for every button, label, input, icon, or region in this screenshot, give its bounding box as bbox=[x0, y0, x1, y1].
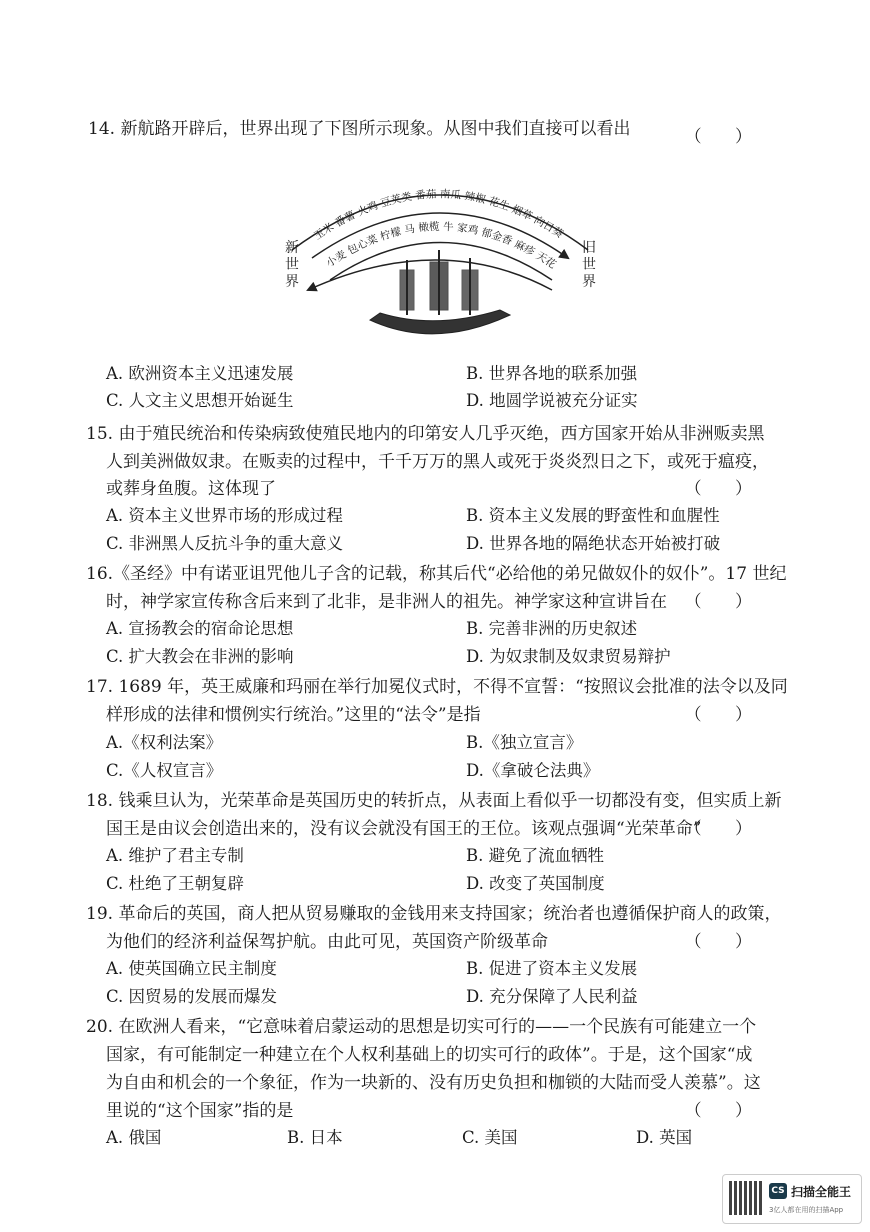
q18-option-c: C. 杜绝了王朝复辟 bbox=[106, 874, 245, 893]
q16-stem-line1: 16.《圣经》中有诺亚诅咒他儿子含的记载，称其后代“必给他的弟兄做奴仆的奴仆”。17 世纪 bbox=[86, 564, 787, 584]
q16-stem-line2: 时，神学家宣传称含后来到了北非，是非洲人的祖先。神学家这种宣讲旨在 bbox=[106, 592, 667, 612]
new-world-label: 新世界 bbox=[285, 240, 299, 290]
q14-option-b: B. 世界各地的联系加强 bbox=[466, 364, 638, 383]
ship-illustration bbox=[370, 250, 510, 334]
q17-stem-line1: 17. 1689 年，英王威廉和玛丽在举行加冕仪式时，不得不宣誓：“按照议会批准的法令以及同 bbox=[86, 677, 788, 697]
q16-answer-paren: （ ） bbox=[684, 592, 766, 612]
q20-answer-paren: （ ） bbox=[684, 1101, 766, 1121]
q15-stem-line3: 或葬身鱼腹。这体现了 bbox=[106, 479, 276, 499]
scanner-logo: CS bbox=[769, 1183, 787, 1199]
q17-option-a: A.《权利法案》 bbox=[106, 733, 223, 752]
q14-option-a: A. 欧洲资本主义迅速发展 bbox=[106, 364, 294, 383]
q17-option-c: C.《人权宣言》 bbox=[106, 761, 223, 780]
q20-stem-line3: 为自由和机会的一个象征，作为一块新的、没有历史负担和枷锁的大陆而受人羡慕”。这 bbox=[106, 1073, 761, 1093]
exchange-figure bbox=[270, 150, 610, 350]
q14-option-c: C. 人文主义思想开始诞生 bbox=[106, 391, 294, 410]
q14-answer-paren: （ ） bbox=[684, 127, 766, 147]
q15-option-b: B. 资本主义发展的野蛮性和血腥性 bbox=[466, 506, 720, 525]
q20-stem-line2: 国家，有可能制定一种建立在个人权利基础上的切实可行的政体”。于是，这个国家“成 bbox=[106, 1045, 753, 1065]
qr-code-icon bbox=[729, 1181, 763, 1215]
q18-option-a: A. 维护了君主专制 bbox=[106, 846, 244, 865]
old-world-label: 旧世界 bbox=[582, 240, 596, 290]
q19-stem-line2: 为他们的经济利益保驾护航。由此可见，英国资产阶级革命 bbox=[106, 932, 548, 952]
q16-option-a: A. 宣扬教会的宿命论思想 bbox=[106, 619, 294, 638]
q18-option-d: D. 改变了英国制度 bbox=[466, 874, 605, 893]
q15-stem-line2: 人到美洲做奴隶。在贩卖的过程中，千千万万的黑人或死于炎炎烈日之下，或死于瘟疫， bbox=[106, 452, 769, 472]
q19-option-b: B. 促进了资本主义发展 bbox=[466, 959, 638, 978]
top-arc-text: 玉米 番薯 火鸡 豆荚类 番茄 南瓜 辣椒 花生 烟草 向日葵 bbox=[311, 188, 566, 243]
q19-option-d: D. 充分保障了人民利益 bbox=[466, 987, 638, 1006]
q19-answer-paren: （ ） bbox=[684, 932, 766, 952]
q19-stem-line1: 19. 革命后的英国，商人把从贸易赚取的金钱用来支持国家；统治者也遵循保护商人的政策， bbox=[86, 904, 782, 924]
q18-stem-line2: 国王是由议会创造出来的，没有议会就没有国王的王位。该观点强调“光荣革命” bbox=[106, 819, 702, 839]
q17-answer-paren: （ ） bbox=[684, 705, 766, 725]
scanner-app-name: 扫描全能王 bbox=[791, 1185, 852, 1199]
q14-stem: 14. 新航路开辟后，世界出现了下图所示现象。从图中我们直接可以看出 bbox=[88, 119, 631, 139]
q18-answer-paren: （ ） bbox=[684, 819, 766, 839]
q19-option-c: C. 因贸易的发展而爆发 bbox=[106, 987, 278, 1006]
q16-option-d: D. 为奴隶制及奴隶贸易辩护 bbox=[466, 647, 671, 666]
q15-option-c: C. 非洲黑人反抗斗争的重大意义 bbox=[106, 534, 344, 553]
q15-option-a: A. 资本主义世界市场的形成过程 bbox=[106, 506, 343, 525]
q20-option-b: B. 日本 bbox=[287, 1128, 343, 1147]
q16-option-b: B. 完善非洲的历史叙述 bbox=[466, 619, 638, 638]
q14-option-d: D. 地圆学说被充分证实 bbox=[466, 391, 638, 410]
q17-stem-line2: 样形成的法律和惯例实行统治。”这里的“法令”是指 bbox=[106, 705, 481, 725]
q20-option-a: A. 俄国 bbox=[106, 1128, 162, 1147]
q20-option-c: C. 美国 bbox=[462, 1128, 518, 1147]
q17-option-d: D.《拿破仑法典》 bbox=[466, 761, 600, 780]
q17-option-b: B.《独立宣言》 bbox=[466, 733, 583, 752]
q20-stem-line4: 里说的“这个国家”指的是 bbox=[106, 1101, 294, 1121]
bottom-arc-text: 小麦 包心菜 柠檬 马 橄榄 牛 家鸡 郁金香 麻疹 天花 bbox=[324, 220, 559, 272]
q20-stem-line1: 20. 在欧洲人看来，“它意味着启蒙运动的思想是切实可行的——一个民族有可能建立一个 bbox=[86, 1017, 757, 1037]
q16-option-c: C. 扩大教会在非洲的影响 bbox=[106, 647, 294, 666]
q18-stem-line1: 18. 钱乘旦认为，光荣革命是英国历史的转折点，从表面上看似乎一切都没有变，但实质上新 bbox=[86, 791, 782, 811]
q19-option-a: A. 使英国确立民主制度 bbox=[106, 959, 277, 978]
q15-stem-line1: 15. 由于殖民统治和传染病致使殖民地内的印第安人几乎灭绝，西方国家开始从非洲贩卖黑 bbox=[86, 424, 765, 444]
scanner-tagline: 3亿人都在用的扫描App bbox=[769, 1206, 844, 1214]
q15-option-d: D. 世界各地的隔绝状态开始被打破 bbox=[466, 534, 721, 553]
scanner-watermark bbox=[722, 1174, 862, 1224]
q20-option-d: D. 英国 bbox=[636, 1128, 693, 1147]
q15-answer-paren: （ ） bbox=[684, 479, 766, 499]
q18-option-b: B. 避免了流血牺牲 bbox=[466, 846, 605, 865]
